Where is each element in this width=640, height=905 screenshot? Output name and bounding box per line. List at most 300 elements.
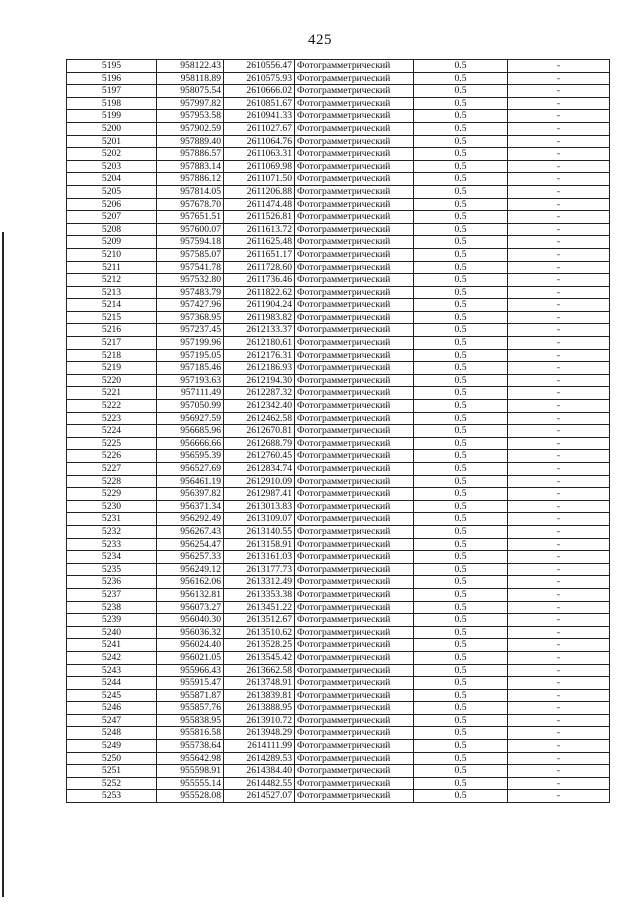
method-cell: Фотограмметрический — [295, 689, 414, 702]
x-coordinate-cell: 956371.34 — [157, 500, 224, 513]
note-cell: - — [508, 362, 610, 375]
table-row — [67, 551, 610, 564]
y-coordinate-cell: 2612342.40 — [224, 400, 295, 413]
x-coordinate-cell: 957111.49 — [157, 387, 224, 400]
note-cell: - — [508, 261, 610, 274]
table-row — [67, 110, 610, 123]
y-coordinate-cell: 2613353.38 — [224, 588, 295, 601]
x-coordinate-cell: 957886.12 — [157, 173, 224, 186]
x-coordinate-cell: 955555.14 — [157, 777, 224, 790]
x-coordinate-cell: 955871.87 — [157, 689, 224, 702]
table-row — [67, 374, 610, 387]
note-cell: - — [508, 85, 610, 98]
y-coordinate-cell: 2611064.76 — [224, 135, 295, 148]
note-cell: - — [508, 752, 610, 765]
accuracy-cell: 0.5 — [414, 790, 508, 803]
point-number-cell: 5200 — [67, 122, 157, 135]
method-cell: Фотограмметрический — [295, 714, 414, 727]
method-cell: Фотограмметрический — [295, 110, 414, 123]
method-cell: Фотограмметрический — [295, 475, 414, 488]
y-coordinate-cell: 2612133.37 — [224, 324, 295, 337]
note-cell: - — [508, 286, 610, 299]
table-row — [67, 261, 610, 274]
table-row — [67, 135, 610, 148]
note-cell: - — [508, 97, 610, 110]
method-cell: Фотограмметрический — [295, 639, 414, 652]
y-coordinate-cell: 2612180.61 — [224, 337, 295, 350]
coordinates-table — [66, 59, 610, 803]
y-coordinate-cell: 2613545.42 — [224, 651, 295, 664]
table-row — [67, 412, 610, 425]
table-row — [67, 450, 610, 463]
y-coordinate-cell: 2612688.79 — [224, 437, 295, 450]
table-row — [67, 626, 610, 639]
table-row — [67, 702, 610, 715]
point-number-cell: 5212 — [67, 274, 157, 287]
note-cell: - — [508, 664, 610, 677]
method-cell: Фотограмметрический — [295, 450, 414, 463]
point-number-cell: 5216 — [67, 324, 157, 337]
y-coordinate-cell: 2613312.49 — [224, 576, 295, 589]
method-cell: Фотограмметрический — [295, 324, 414, 337]
point-number-cell: 5243 — [67, 664, 157, 677]
point-number-cell: 5221 — [67, 387, 157, 400]
point-number-cell: 5209 — [67, 236, 157, 249]
accuracy-cell: 0.5 — [414, 614, 508, 627]
method-cell: Фотограмметрический — [295, 274, 414, 287]
x-coordinate-cell: 957678.70 — [157, 198, 224, 211]
table-row — [67, 538, 610, 551]
point-number-cell: 5202 — [67, 148, 157, 161]
method-cell: Фотограмметрический — [295, 72, 414, 85]
x-coordinate-cell: 957889.40 — [157, 135, 224, 148]
accuracy-cell: 0.5 — [414, 110, 508, 123]
page-number: 425 — [308, 32, 332, 48]
accuracy-cell: 0.5 — [414, 122, 508, 135]
y-coordinate-cell: 2613662.58 — [224, 664, 295, 677]
note-cell: - — [508, 777, 610, 790]
table-row — [67, 274, 610, 287]
note-cell: - — [508, 576, 610, 589]
note-cell: - — [508, 148, 610, 161]
accuracy-cell: 0.5 — [414, 236, 508, 249]
note-cell: - — [508, 274, 610, 287]
table-row — [67, 337, 610, 350]
y-coordinate-cell: 2611206.88 — [224, 185, 295, 198]
point-number-cell: 5239 — [67, 614, 157, 627]
y-coordinate-cell: 2612287.32 — [224, 387, 295, 400]
y-coordinate-cell: 2611069.98 — [224, 160, 295, 173]
method-cell: Фотограмметрический — [295, 740, 414, 753]
note-cell: - — [508, 513, 610, 526]
x-coordinate-cell: 955857.76 — [157, 702, 224, 715]
point-number-cell: 5225 — [67, 437, 157, 450]
table-row — [67, 362, 610, 375]
accuracy-cell: 0.5 — [414, 437, 508, 450]
method-cell: Фотограмметрический — [295, 261, 414, 274]
x-coordinate-cell: 956254.47 — [157, 538, 224, 551]
y-coordinate-cell: 2614384.40 — [224, 765, 295, 778]
method-cell: Фотограмметрический — [295, 122, 414, 135]
accuracy-cell: 0.5 — [414, 72, 508, 85]
method-cell: Фотограмметрический — [295, 437, 414, 450]
x-coordinate-cell: 956685.96 — [157, 425, 224, 438]
x-coordinate-cell: 957193.63 — [157, 374, 224, 387]
table-row — [67, 286, 610, 299]
accuracy-cell: 0.5 — [414, 538, 508, 551]
method-cell: Фотограмметрический — [295, 626, 414, 639]
accuracy-cell: 0.5 — [414, 639, 508, 652]
y-coordinate-cell: 2612910.09 — [224, 475, 295, 488]
point-number-cell: 5246 — [67, 702, 157, 715]
method-cell: Фотограмметрический — [295, 651, 414, 664]
x-coordinate-cell: 956666.66 — [157, 437, 224, 450]
x-coordinate-cell: 957600.07 — [157, 223, 224, 236]
table-row — [67, 563, 610, 576]
y-coordinate-cell: 2613512.67 — [224, 614, 295, 627]
note-cell: - — [508, 651, 610, 664]
x-coordinate-cell: 956397.82 — [157, 488, 224, 501]
note-cell: - — [508, 160, 610, 173]
x-coordinate-cell: 956257.33 — [157, 551, 224, 564]
y-coordinate-cell: 2611063.31 — [224, 148, 295, 161]
y-coordinate-cell: 2613013.83 — [224, 500, 295, 513]
method-cell: Фотограмметрический — [295, 702, 414, 715]
table-row — [67, 677, 610, 690]
note-cell: - — [508, 525, 610, 538]
method-cell: Фотограмметрический — [295, 387, 414, 400]
note-cell: - — [508, 425, 610, 438]
method-cell: Фотограмметрический — [295, 727, 414, 740]
table-row — [67, 777, 610, 790]
y-coordinate-cell: 2612462.58 — [224, 412, 295, 425]
accuracy-cell: 0.5 — [414, 160, 508, 173]
method-cell: Фотограмметрический — [295, 500, 414, 513]
y-coordinate-cell: 2610575.93 — [224, 72, 295, 85]
point-number-cell: 5223 — [67, 412, 157, 425]
note-cell: - — [508, 790, 610, 803]
method-cell: Фотограмметрический — [295, 223, 414, 236]
x-coordinate-cell: 956927.59 — [157, 412, 224, 425]
note-cell: - — [508, 122, 610, 135]
note-cell: - — [508, 198, 610, 211]
accuracy-cell: 0.5 — [414, 463, 508, 476]
table-row — [67, 488, 610, 501]
note-cell: - — [508, 500, 610, 513]
y-coordinate-cell: 2613177.73 — [224, 563, 295, 576]
method-cell: Фотограмметрический — [295, 513, 414, 526]
accuracy-cell: 0.5 — [414, 274, 508, 287]
x-coordinate-cell: 957368.95 — [157, 311, 224, 324]
accuracy-cell: 0.5 — [414, 450, 508, 463]
x-coordinate-cell: 957814.05 — [157, 185, 224, 198]
table-row — [67, 651, 610, 664]
y-coordinate-cell: 2613888.95 — [224, 702, 295, 715]
note-cell: - — [508, 248, 610, 261]
x-coordinate-cell: 956132.81 — [157, 588, 224, 601]
note-cell: - — [508, 311, 610, 324]
accuracy-cell: 0.5 — [414, 740, 508, 753]
x-coordinate-cell: 957541.78 — [157, 261, 224, 274]
point-number-cell: 5219 — [67, 362, 157, 375]
table-row — [67, 752, 610, 765]
table-row — [67, 122, 610, 135]
accuracy-cell: 0.5 — [414, 374, 508, 387]
note-cell: - — [508, 677, 610, 690]
accuracy-cell: 0.5 — [414, 689, 508, 702]
accuracy-cell: 0.5 — [414, 777, 508, 790]
table-row — [67, 72, 610, 85]
point-number-cell: 5226 — [67, 450, 157, 463]
point-number-cell: 5214 — [67, 299, 157, 312]
note-cell: - — [508, 72, 610, 85]
x-coordinate-cell: 957427.96 — [157, 299, 224, 312]
coordinates-table-body — [67, 60, 610, 803]
accuracy-cell: 0.5 — [414, 651, 508, 664]
y-coordinate-cell: 2610851.67 — [224, 97, 295, 110]
accuracy-cell: 0.5 — [414, 299, 508, 312]
accuracy-cell: 0.5 — [414, 702, 508, 715]
y-coordinate-cell: 2613140.55 — [224, 525, 295, 538]
point-number-cell: 5231 — [67, 513, 157, 526]
table-row — [67, 160, 610, 173]
method-cell: Фотограмметрический — [295, 425, 414, 438]
accuracy-cell: 0.5 — [414, 185, 508, 198]
note-cell: - — [508, 727, 610, 740]
x-coordinate-cell: 957997.82 — [157, 97, 224, 110]
table-row — [67, 740, 610, 753]
note-cell: - — [508, 689, 610, 702]
accuracy-cell: 0.5 — [414, 286, 508, 299]
table-row — [67, 85, 610, 98]
note-cell: - — [508, 349, 610, 362]
point-number-cell: 5204 — [67, 173, 157, 186]
point-number-cell: 5210 — [67, 248, 157, 261]
method-cell: Фотограмметрический — [295, 160, 414, 173]
accuracy-cell: 0.5 — [414, 60, 508, 73]
note-cell: - — [508, 60, 610, 73]
table-row — [67, 576, 610, 589]
point-number-cell: 5247 — [67, 714, 157, 727]
x-coordinate-cell: 955528.08 — [157, 790, 224, 803]
y-coordinate-cell: 2613161.03 — [224, 551, 295, 564]
method-cell: Фотограмметрический — [295, 362, 414, 375]
point-number-cell: 5207 — [67, 211, 157, 224]
table-row — [67, 236, 610, 249]
y-coordinate-cell: 2611625.48 — [224, 236, 295, 249]
accuracy-cell: 0.5 — [414, 601, 508, 614]
note-cell: - — [508, 765, 610, 778]
x-coordinate-cell: 956162.06 — [157, 576, 224, 589]
table-row — [67, 324, 610, 337]
note-cell: - — [508, 324, 610, 337]
x-coordinate-cell: 955598.91 — [157, 765, 224, 778]
x-coordinate-cell: 958075.54 — [157, 85, 224, 98]
note-cell: - — [508, 614, 610, 627]
point-number-cell: 5251 — [67, 765, 157, 778]
note-cell: - — [508, 639, 610, 652]
table-row — [67, 727, 610, 740]
accuracy-cell: 0.5 — [414, 513, 508, 526]
method-cell: Фотограмметрический — [295, 588, 414, 601]
point-number-cell: 5201 — [67, 135, 157, 148]
point-number-cell: 5236 — [67, 576, 157, 589]
point-number-cell: 5211 — [67, 261, 157, 274]
method-cell: Фотограмметрический — [295, 148, 414, 161]
table-row — [67, 400, 610, 413]
x-coordinate-cell: 958122.43 — [157, 60, 224, 73]
y-coordinate-cell: 2614111.99 — [224, 740, 295, 753]
point-number-cell: 5240 — [67, 626, 157, 639]
method-cell: Фотограмметрический — [295, 185, 414, 198]
method-cell: Фотограмметрический — [295, 374, 414, 387]
point-number-cell: 5233 — [67, 538, 157, 551]
y-coordinate-cell: 2611027.67 — [224, 122, 295, 135]
table-row — [67, 664, 610, 677]
x-coordinate-cell: 957585.07 — [157, 248, 224, 261]
point-number-cell: 5238 — [67, 601, 157, 614]
x-coordinate-cell: 956073.27 — [157, 601, 224, 614]
point-number-cell: 5215 — [67, 311, 157, 324]
accuracy-cell: 0.5 — [414, 588, 508, 601]
note-cell: - — [508, 702, 610, 715]
y-coordinate-cell: 2612834.74 — [224, 463, 295, 476]
method-cell: Фотограмметрический — [295, 286, 414, 299]
table-row — [67, 714, 610, 727]
x-coordinate-cell: 956036.32 — [157, 626, 224, 639]
accuracy-cell: 0.5 — [414, 714, 508, 727]
note-cell: - — [508, 374, 610, 387]
point-number-cell: 5213 — [67, 286, 157, 299]
y-coordinate-cell: 2611071.50 — [224, 173, 295, 186]
point-number-cell: 5222 — [67, 400, 157, 413]
y-coordinate-cell: 2613528.25 — [224, 639, 295, 652]
point-number-cell: 5245 — [67, 689, 157, 702]
note-cell: - — [508, 223, 610, 236]
y-coordinate-cell: 2613109.07 — [224, 513, 295, 526]
point-number-cell: 5218 — [67, 349, 157, 362]
table-row — [67, 513, 610, 526]
point-number-cell: 5250 — [67, 752, 157, 765]
point-number-cell: 5248 — [67, 727, 157, 740]
table-row — [67, 790, 610, 803]
y-coordinate-cell: 2611651.17 — [224, 248, 295, 261]
y-coordinate-cell: 2610666.02 — [224, 85, 295, 98]
table-row — [67, 765, 610, 778]
point-number-cell: 5253 — [67, 790, 157, 803]
accuracy-cell: 0.5 — [414, 500, 508, 513]
method-cell: Фотограмметрический — [295, 311, 414, 324]
accuracy-cell: 0.5 — [414, 525, 508, 538]
scan-edge-mark — [2, 232, 4, 897]
method-cell: Фотограмметрический — [295, 551, 414, 564]
method-cell: Фотограмметрический — [295, 97, 414, 110]
y-coordinate-cell: 2613510.62 — [224, 626, 295, 639]
point-number-cell: 5230 — [67, 500, 157, 513]
accuracy-cell: 0.5 — [414, 576, 508, 589]
method-cell: Фотограмметрический — [295, 60, 414, 73]
point-number-cell: 5208 — [67, 223, 157, 236]
accuracy-cell: 0.5 — [414, 400, 508, 413]
table-row — [67, 601, 610, 614]
note-cell: - — [508, 588, 610, 601]
y-coordinate-cell: 2611526.81 — [224, 211, 295, 224]
x-coordinate-cell: 956527.69 — [157, 463, 224, 476]
table-row — [67, 639, 610, 652]
accuracy-cell: 0.5 — [414, 626, 508, 639]
x-coordinate-cell: 956292.49 — [157, 513, 224, 526]
note-cell: - — [508, 412, 610, 425]
method-cell: Фотограмметрический — [295, 664, 414, 677]
y-coordinate-cell: 2612670.81 — [224, 425, 295, 438]
accuracy-cell: 0.5 — [414, 664, 508, 677]
x-coordinate-cell: 957883.14 — [157, 160, 224, 173]
accuracy-cell: 0.5 — [414, 551, 508, 564]
y-coordinate-cell: 2611983.82 — [224, 311, 295, 324]
note-cell: - — [508, 475, 610, 488]
y-coordinate-cell: 2610556.47 — [224, 60, 295, 73]
x-coordinate-cell: 957050.99 — [157, 400, 224, 413]
x-coordinate-cell: 955966.43 — [157, 664, 224, 677]
y-coordinate-cell: 2611474.48 — [224, 198, 295, 211]
method-cell: Фотограмметрический — [295, 790, 414, 803]
note-cell: - — [508, 463, 610, 476]
accuracy-cell: 0.5 — [414, 311, 508, 324]
point-number-cell: 5244 — [67, 677, 157, 690]
y-coordinate-cell: 2613910.72 — [224, 714, 295, 727]
method-cell: Фотограмметрический — [295, 135, 414, 148]
note-cell: - — [508, 437, 610, 450]
table-row — [67, 148, 610, 161]
point-number-cell: 5232 — [67, 525, 157, 538]
note-cell: - — [508, 563, 610, 576]
method-cell: Фотограмметрический — [295, 349, 414, 362]
note-cell: - — [508, 601, 610, 614]
note-cell: - — [508, 488, 610, 501]
y-coordinate-cell: 2611822.62 — [224, 286, 295, 299]
point-number-cell: 5237 — [67, 588, 157, 601]
point-number-cell: 5195 — [67, 60, 157, 73]
table-row — [67, 248, 610, 261]
x-coordinate-cell: 957185.46 — [157, 362, 224, 375]
table-row — [67, 97, 610, 110]
method-cell: Фотограмметрический — [295, 488, 414, 501]
table-row — [67, 211, 610, 224]
method-cell: Фотограмметрический — [295, 538, 414, 551]
accuracy-cell: 0.5 — [414, 85, 508, 98]
x-coordinate-cell: 957532.80 — [157, 274, 224, 287]
point-number-cell: 5199 — [67, 110, 157, 123]
x-coordinate-cell: 957237.45 — [157, 324, 224, 337]
note-cell: - — [508, 135, 610, 148]
x-coordinate-cell: 956024.40 — [157, 639, 224, 652]
x-coordinate-cell: 955838.95 — [157, 714, 224, 727]
x-coordinate-cell: 955915.47 — [157, 677, 224, 690]
point-number-cell: 5234 — [67, 551, 157, 564]
y-coordinate-cell: 2614289.53 — [224, 752, 295, 765]
x-coordinate-cell: 957886.57 — [157, 148, 224, 161]
accuracy-cell: 0.5 — [414, 765, 508, 778]
method-cell: Фотограмметрический — [295, 412, 414, 425]
note-cell: - — [508, 185, 610, 198]
x-coordinate-cell: 957902.59 — [157, 122, 224, 135]
method-cell: Фотограмметрический — [295, 198, 414, 211]
point-number-cell: 5228 — [67, 475, 157, 488]
accuracy-cell: 0.5 — [414, 412, 508, 425]
point-number-cell: 5196 — [67, 72, 157, 85]
point-number-cell: 5242 — [67, 651, 157, 664]
accuracy-cell: 0.5 — [414, 248, 508, 261]
